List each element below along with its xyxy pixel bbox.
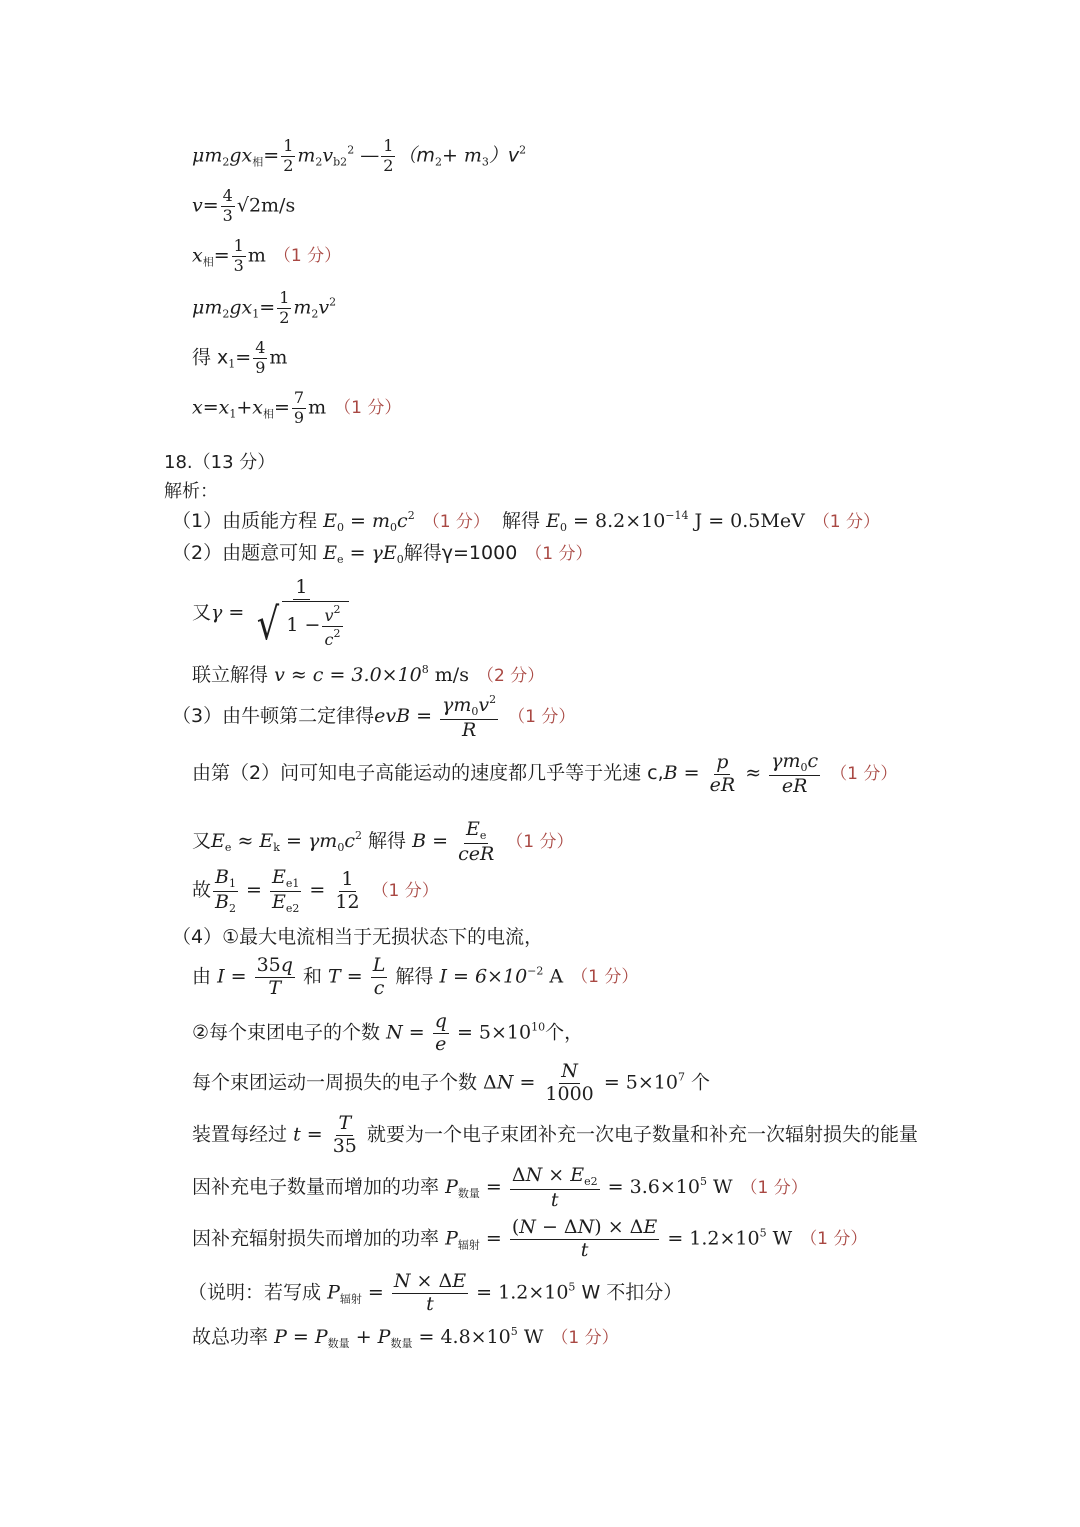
text: 解得γ=1000 bbox=[403, 542, 518, 564]
fraction: $\frac{\gamma m_0v^2}{R}$ bbox=[442, 693, 497, 741]
eq-energy-relative: $\mu m_2gx_相=$ $\frac{1}{2}$ $m_2v_{b2}^2$ — $\frac{1}{2}$ $(m_2+ m_3)v^2$ bbox=[192, 136, 527, 175]
text: = 4.8×10 bbox=[418, 1326, 511, 1348]
text: m bbox=[293, 296, 312, 319]
text: 相 bbox=[252, 155, 264, 169]
part-4e: 装置每经过 t = $\frac{T}{35}$ 就要为一个电子束团补充一次电子数量和补充一次辐射损失的能量 bbox=[192, 1112, 918, 1157]
score-mark: （1 分） bbox=[571, 967, 639, 988]
fraction bbox=[281, 138, 295, 175]
eq-x-total: $x=x_1+x_相=$ $\frac{7}{9}$ m （1 分） bbox=[192, 388, 402, 427]
part-4g: 因补充辐射损失而增加的功率 $P_{辐射}$ = $\frac{(N - \Delta N) \times \Delta E}{t}$ = $1.2\times 10^5$ W （1 分） bbox=[192, 1216, 868, 1261]
score-mark: （1 分） bbox=[812, 512, 881, 532]
part-3: （3）由牛顿第二定律得evB = $\frac{\gamma m_0v^2}{R}$ （1 分） bbox=[172, 693, 576, 741]
text: 1 bbox=[295, 576, 308, 598]
text: = 8.2×10 bbox=[573, 510, 666, 532]
part-4: （4）①最大电流相当于无损状态下的电流， bbox=[172, 926, 544, 948]
fraction: $\frac{\Delta N \times E_{e2}}{t}$ bbox=[511, 1164, 598, 1211]
text: 10 bbox=[531, 1020, 546, 1034]
fraction: $\frac{q}{e}$ bbox=[434, 1010, 447, 1055]
text: 4 bbox=[222, 186, 233, 205]
text: 相 bbox=[263, 407, 274, 421]
text: μm bbox=[192, 144, 223, 167]
fraction: $\frac{L}{c}$ bbox=[372, 954, 386, 999]
fraction bbox=[292, 390, 306, 427]
text: −2 bbox=[527, 964, 544, 978]
score-mark: （1 分） bbox=[422, 512, 490, 532]
text: m bbox=[247, 244, 266, 267]
part-4c: ②每个束团电子的个数 N = $\frac{q}{e}$ = $5\times 10^{10}$个， bbox=[192, 1010, 584, 1055]
text: μm bbox=[192, 296, 223, 319]
text: b2 bbox=[333, 155, 348, 169]
text: 3 bbox=[233, 255, 244, 275]
text: （3）由牛顿第二定律得 bbox=[172, 705, 375, 728]
part-2: （2）由题意可知 $E_e = \gamma E_0$解得γ=1000 （1 分） bbox=[172, 542, 593, 566]
fraction: $\frac{N}{1000}$ bbox=[545, 1060, 594, 1105]
text: 3 bbox=[222, 205, 233, 225]
sqrt: √ 1 − $\frac{v^2}{c^2}$ bbox=[254, 601, 348, 649]
text: 装置每经过 bbox=[192, 1123, 288, 1146]
text: 2 bbox=[283, 155, 294, 175]
fraction: $\frac{T}{35}$ bbox=[332, 1112, 357, 1157]
part-3b: 由第（2）问可知电子高能运动的速度都几乎等于光速 c,B = $\frac{p}{eR}$ ≈ $\frac{\gamma m_0c}{eR}$ （1 分） bbox=[192, 750, 898, 797]
fraction: $\frac{35q}{T}$ bbox=[256, 954, 293, 999]
text: 1 bbox=[233, 236, 244, 255]
text: 8 bbox=[421, 663, 429, 676]
part-1: （1）由质能方程 $E_0 = m_0c^2$ （1 分） 解得 $E_0 = 8.2\times 10^{-14}$ J = 0.5MeV （1 分） bbox=[172, 509, 881, 534]
text: gx bbox=[229, 296, 253, 319]
text: 4 bbox=[255, 338, 266, 357]
score-mark: （1 分） bbox=[273, 246, 342, 267]
text: m bbox=[297, 144, 316, 167]
score-mark: （1 分） bbox=[551, 1328, 619, 1348]
part-4f: 因补充电子数量而增加的功率 $P_{数量}$ = $\frac{\Delta N \times E_{e2}}{t}$ = $3.6\times 10^5$ W （1 分） bbox=[192, 1164, 808, 1211]
text: + m bbox=[441, 144, 482, 167]
text: gx bbox=[229, 144, 253, 167]
text: 相 bbox=[202, 255, 214, 269]
part-4d: 每个束团运动一周损失的电子个数 ΔN = $\frac{N}{1000}$ = $5\times 10^7$ 个 bbox=[192, 1060, 711, 1105]
text: 7 bbox=[293, 388, 305, 407]
text: 解得 bbox=[502, 510, 541, 532]
text: −14 bbox=[665, 509, 689, 522]
text: A bbox=[543, 965, 564, 988]
score-mark: （1 分） bbox=[334, 398, 402, 419]
text: 由第（2）问可知电子高能运动的速度都几乎等于光速 c, bbox=[192, 762, 664, 785]
fraction: $\frac{B_1}{B_2}$ bbox=[215, 866, 236, 915]
fraction: $\frac{E_e}{\text{ceR}}$ bbox=[458, 818, 495, 865]
fraction bbox=[221, 188, 235, 225]
fraction: $\frac{N \times \Delta E}{t}$ bbox=[393, 1270, 467, 1315]
text: 2m/s bbox=[248, 194, 296, 217]
fraction bbox=[252, 578, 350, 649]
fraction bbox=[381, 138, 395, 175]
score-mark: （1 分） bbox=[740, 1178, 808, 1199]
text: v= bbox=[192, 194, 219, 217]
eq-velocity: v= $\frac{4}{3}$ √2m/s bbox=[192, 186, 296, 225]
text: 联立解得 bbox=[192, 664, 269, 686]
text: （说明：若写成 bbox=[188, 1281, 322, 1304]
text: 又 bbox=[192, 830, 212, 853]
score-mark: （1 分） bbox=[371, 881, 439, 902]
part-4h: （说明：若写成 $P_{辐射}$ = $\frac{N \times \Delta E}{t}$ = $1.2\times 10^5$ W 不扣分） bbox=[188, 1270, 683, 1315]
text: 1 bbox=[279, 288, 290, 307]
text: v bbox=[322, 144, 334, 167]
fraction bbox=[253, 340, 267, 377]
text: m bbox=[308, 396, 327, 419]
text: = 5×10 bbox=[603, 1071, 678, 1094]
text: 每个束团运动一周损失的电子个数 bbox=[192, 1071, 478, 1094]
eq-x1: 得 $x_1=$ $\frac{4}{9}$ m bbox=[192, 338, 288, 377]
text: — bbox=[360, 144, 380, 167]
text: 由 bbox=[192, 965, 212, 988]
fraction: $\frac{(N - \Delta N) \times \Delta E}{t}$ bbox=[511, 1216, 658, 1261]
text: = 5×10 bbox=[456, 1021, 532, 1044]
text: 5 bbox=[510, 1325, 518, 1338]
text: 7 bbox=[677, 1070, 685, 1084]
part-2-result bbox=[192, 664, 544, 685]
text: m/s bbox=[428, 664, 469, 686]
part-3c: 又$E_e \approx E_k = \gamma m_0c^2$ 解得 B = $\frac{E_e}{\text{ceR}}$ （1 分） bbox=[192, 818, 574, 865]
text: x=x bbox=[192, 396, 230, 419]
text: W bbox=[706, 1176, 733, 1199]
text: +x bbox=[236, 396, 263, 419]
text: W 不扣分） bbox=[575, 1281, 683, 1304]
text: 9 bbox=[293, 407, 305, 427]
question-title: 18.（13 分） bbox=[164, 452, 276, 473]
fraction: $\frac{p}{eR}$ bbox=[709, 750, 736, 796]
text: = 3.6×10 bbox=[607, 1176, 700, 1199]
text: 5 bbox=[699, 1175, 707, 1189]
fraction: $\frac{\gamma m_0c}{eR}$ bbox=[771, 750, 819, 797]
text: x bbox=[192, 244, 203, 267]
fraction bbox=[277, 290, 291, 327]
text: 9 bbox=[255, 357, 266, 377]
text: 解得 bbox=[395, 965, 434, 988]
fraction: $\frac{E_{e1}}{E_{e2}}$ bbox=[271, 866, 300, 915]
fraction: $\frac{1}{12}$ bbox=[335, 867, 360, 913]
eq-work: $\mu m_2gx_1=$ $\frac{1}{2}$ $m_2v^2$ bbox=[192, 288, 337, 327]
text: （1）由质能方程 bbox=[172, 510, 318, 532]
text: 2 bbox=[279, 307, 290, 327]
text: 又 bbox=[192, 601, 212, 624]
text: = 1.2×10 bbox=[667, 1227, 760, 1250]
text: 就要为一个电子束团补充一次电子数量和补充一次辐射损失的能量 bbox=[366, 1123, 918, 1146]
text: （m bbox=[397, 144, 435, 167]
text: 2 bbox=[383, 155, 394, 175]
text: 因补充辐射损失而增加的功率 bbox=[192, 1227, 440, 1250]
text: 故 bbox=[192, 879, 212, 902]
eq-x-relative: $x_相=$ $\frac{1}{3}$ m （1 分） bbox=[192, 236, 342, 275]
text: 个， bbox=[545, 1021, 584, 1044]
text: = bbox=[263, 144, 280, 167]
text: = 1.2×10 bbox=[476, 1281, 569, 1304]
text: 因补充电子数量而增加的功率 bbox=[192, 1176, 440, 1199]
score-mark: （1 分） bbox=[508, 707, 576, 728]
text: 5 bbox=[759, 1226, 767, 1240]
text: m bbox=[269, 346, 288, 369]
text: J = 0.5MeV bbox=[688, 510, 805, 532]
part-3d: 故 $\frac{B_1}{B_2}$ = $\frac{E_{e1}}{E_{e2}}$ = $\frac{1}{12}$ （1 分） bbox=[192, 866, 439, 915]
text: （2）由题意可知 bbox=[172, 542, 318, 564]
score-mark: （2 分） bbox=[476, 666, 545, 686]
text: 故总功率 bbox=[192, 1326, 269, 1348]
text: ②每个束团电子的个数 bbox=[192, 1021, 381, 1044]
text: I = 6×10 bbox=[439, 965, 528, 988]
fraction: $\frac{v^2}{c^2}$ bbox=[324, 602, 341, 649]
text: 1 bbox=[383, 136, 394, 155]
text: 5 bbox=[568, 1280, 576, 1294]
part-4i: 故总功率 $P = P_{数量} + P_{数量} = 4.8\times 10^5$ W （1 分） bbox=[192, 1325, 619, 1350]
text: W bbox=[517, 1326, 544, 1348]
analysis-heading: 解析： bbox=[164, 481, 218, 502]
text: 1 bbox=[283, 136, 294, 155]
text: 个 bbox=[684, 1071, 711, 1094]
text: W bbox=[766, 1227, 793, 1250]
text: 解得 bbox=[368, 830, 407, 853]
fraction bbox=[232, 238, 246, 275]
score-mark: （1 分） bbox=[525, 544, 593, 564]
score-mark: （1 分） bbox=[800, 1229, 868, 1250]
score-mark: （1 分） bbox=[506, 832, 574, 853]
text: 得 x bbox=[192, 346, 229, 369]
score-mark: （1 分） bbox=[830, 764, 898, 785]
text: 和 bbox=[302, 965, 322, 988]
part-4b: 由 I = $\frac{35q}{T}$ 和 T = $\frac{L}{c}$ 解得 $I = 6\times 10^{-2}$ A （1 分） bbox=[192, 954, 639, 999]
text: v ≈ c = 3.0×10 bbox=[274, 664, 422, 686]
gamma-definition: 又γ = 1 √ 1 − $\frac{v^2}{c^2}$ bbox=[192, 578, 353, 649]
text: ）v bbox=[488, 144, 520, 167]
